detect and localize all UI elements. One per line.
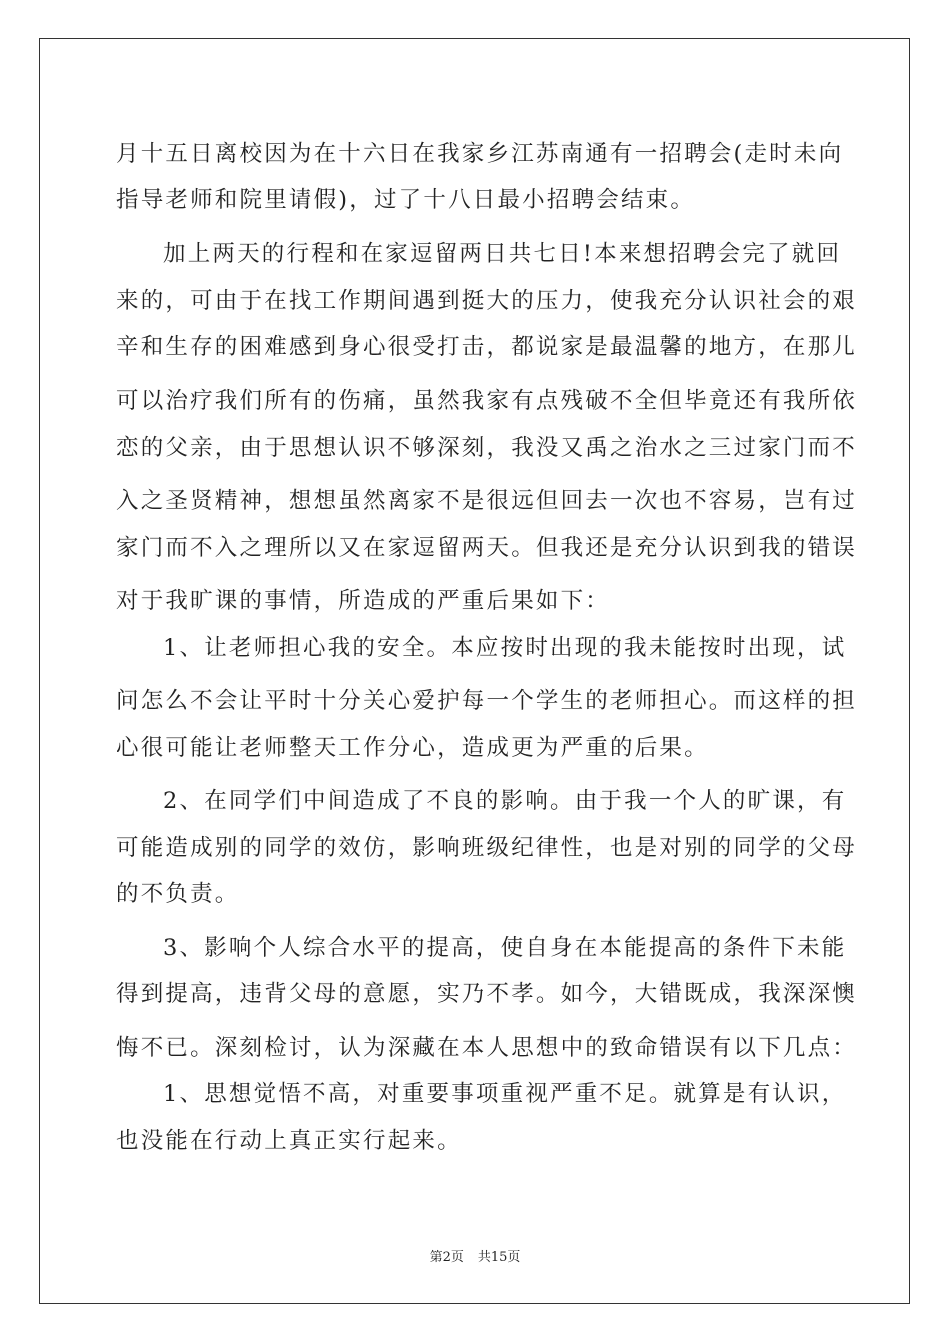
text-line: 1、思想觉悟不高，对重要事项重视严重不足。就算是有认识， bbox=[163, 1081, 847, 1107]
page-frame bbox=[39, 38, 910, 1304]
text-line: 入之圣贤精神，想想虽然离家不是很远但回去一次也不容易，岂有过 bbox=[116, 488, 858, 514]
text-line: 的不负责。 bbox=[116, 881, 240, 907]
text-line: 问怎么不会让平时十分关心爱护每一个学生的老师担心。而这样的担 bbox=[116, 688, 858, 714]
text-line: 家门而不入之理所以又在家逗留两天。但我还是充分认识到我的错误 bbox=[116, 535, 858, 561]
text-line: 悔不已。深刻检讨，认为深藏在本人思想中的致命错误有以下几点： bbox=[116, 1035, 858, 1061]
text-line: 来的，可由于在找工作期间遇到挺大的压力，使我充分认识社会的艰 bbox=[116, 288, 858, 314]
text-line: 可以治疗我们所有的伤痛，虽然我家有点残破不全但毕竟还有我所依 bbox=[116, 388, 858, 414]
page-footer bbox=[0, 1249, 950, 1267]
text-line: 3、影响个人综合水平的提高，使自身在本能提高的条件下未能 bbox=[163, 935, 847, 961]
text-line: 2、在同学们中间造成了不良的影响。由于我一个人的旷课，有 bbox=[163, 788, 847, 814]
page-number: 第2页 bbox=[429, 1250, 464, 1265]
text-line: 月十五日离校因为在十六日在我家乡江苏南通有一招聘会(走时未向 bbox=[116, 141, 844, 167]
text-line: 恋的父亲，由于思想认识不够深刻，我没又禹之治水之三过家门而不 bbox=[116, 435, 858, 461]
text-line: 指导老师和院里请假)，过了十八日最小招聘会结束。 bbox=[116, 187, 696, 213]
text-line: 心很可能让老师整天工作分心，造成更为严重的后果。 bbox=[116, 735, 709, 761]
page-total: 共15页 bbox=[477, 1250, 521, 1265]
text-line: 辛和生存的困难感到身心很受打击，都说家是最温馨的地方，在那儿 bbox=[116, 334, 858, 360]
text-line: 加上两天的行程和在家逗留两日共七日!本来想招聘会完了就回 bbox=[163, 241, 842, 267]
text-line: 对于我旷课的事情，所造成的严重后果如下： bbox=[116, 588, 611, 614]
text-line: 得到提高，违背父母的意愿，实乃不孝。如今，大错既成，我深深懊 bbox=[116, 981, 858, 1007]
text-line: 1、让老师担心我的安全。本应按时出现的我未能按时出现，试 bbox=[163, 635, 847, 661]
text-line: 也没能在行动上真正实行起来。 bbox=[116, 1128, 462, 1154]
text-line: 可能造成别的同学的效仿，影响班级纪律性，也是对别的同学的父母 bbox=[116, 835, 858, 861]
